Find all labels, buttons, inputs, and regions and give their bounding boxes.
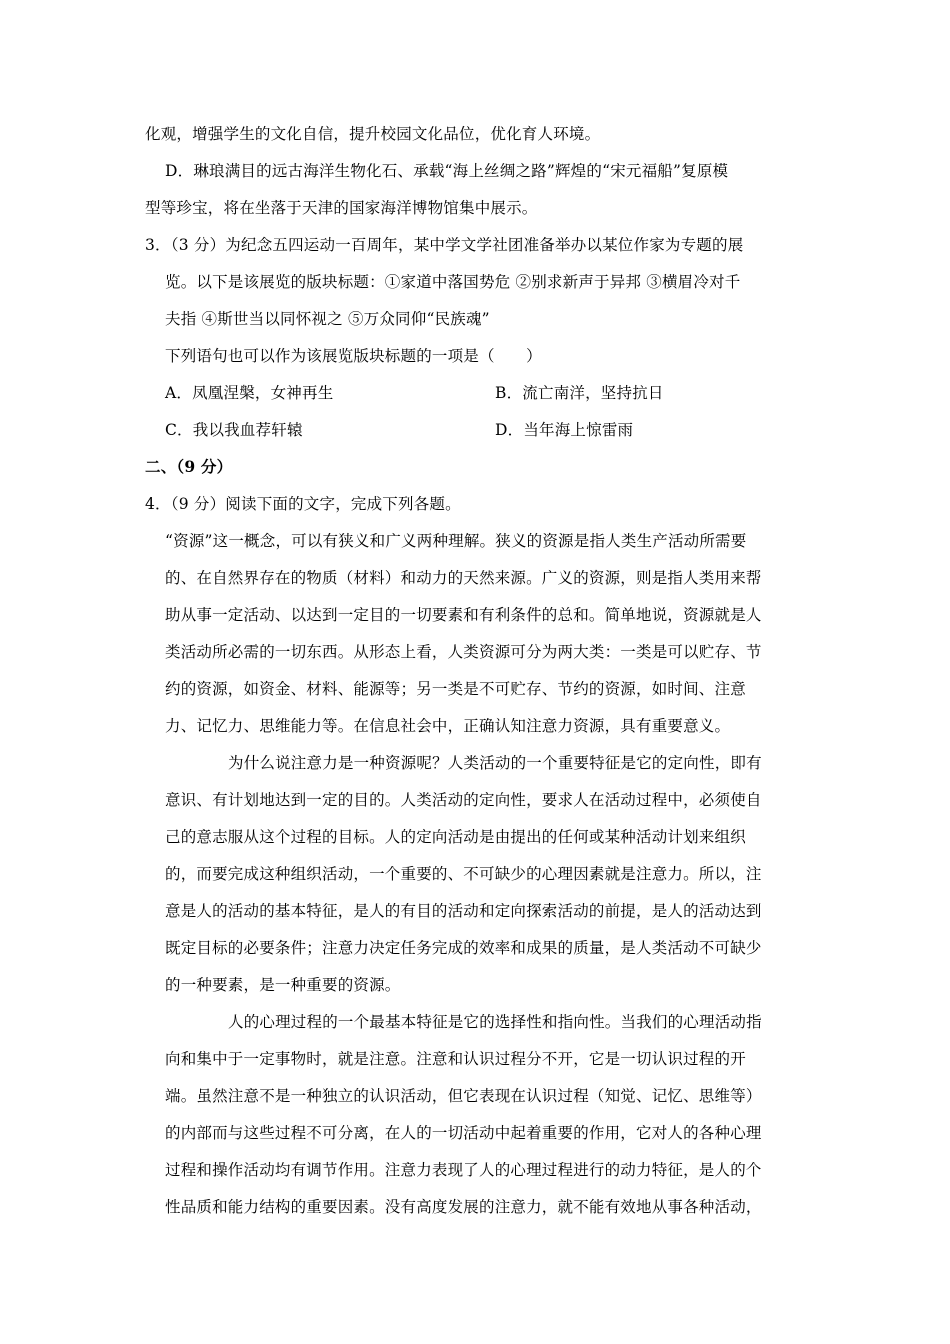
text-line-1: 化观，增强学生的文化自信，提升校园文化品位，优化育人环境。 bbox=[145, 125, 601, 143]
passage-p2-line-6: 既定目标的必要条件；注意力决定任务完成的效率和成果的质量，是人类活动不可缺少 bbox=[165, 939, 762, 957]
option-c: C．我以我血荐轩辕 bbox=[165, 421, 303, 439]
passage-p1-line-2: 的、在自然界存在的物质（材料）和动力的天然来源。广义的资源，则是指人类用来帮 bbox=[165, 569, 762, 587]
section-2-heading: 二、（9 分） bbox=[145, 457, 233, 476]
option-d: D．当年海上惊雷雨 bbox=[495, 421, 634, 439]
question-3-prompt: 下列语句也可以作为该展览版块标题的一项是（ ） bbox=[165, 347, 542, 365]
passage-p2-line-5: 意是人的活动的基本特征，是人的有目的活动和定向探索活动的前提，是人的活动达到 bbox=[165, 902, 762, 920]
passage-p1-line-3: 助从事一定活动、以达到一定目的一切要素和有利条件的总和。简单地说，资源就是人 bbox=[165, 606, 762, 624]
question-3-line-3: 夫指 ④斯世当以同怀视之 ⑤万众同仰“民族魂” bbox=[165, 310, 490, 328]
passage-p3-line-6: 性品质和能力结构的重要因素。没有高度发展的注意力，就不能有效地从事各种活动， bbox=[165, 1198, 762, 1216]
question-4-heading: 4．（9 分）阅读下面的文字，完成下列各题。 bbox=[145, 495, 461, 513]
passage-p2-line-7: 的一种要素，是一种重要的资源。 bbox=[165, 976, 401, 994]
passage-p2-line-3: 己的意志服从这个过程的目标。人的定向活动是由提出的任何或某种活动计划来组织 bbox=[165, 828, 746, 846]
passage-p3-line-3: 端。虽然注意不是一种独立的认识活动，但它表现在认识过程（知觉、记忆、思维等） bbox=[165, 1087, 762, 1105]
question-3-line-1: 3．（3 分）为纪念五四运动一百周年，某中学文学社团准备举办以某位作家为专题的展 bbox=[145, 236, 744, 254]
passage-p3-line-4: 的内部而与这些过程不可分离，在人的一切活动中起着重要的作用，它对人的各种心理 bbox=[165, 1124, 762, 1142]
question-3-line-2: 览。以下是该展览的版块标题：①家道中落国势危 ②别求新声于异邦 ③横眉冷对千 bbox=[165, 273, 741, 291]
passage-p3-line-5: 过程和操作活动均有调节作用。注意力表现了人的心理过程进行的动力特征，是人的个 bbox=[165, 1161, 762, 1179]
option-a: A．凤凰涅槃，女神再生 bbox=[165, 384, 334, 402]
passage-p2-line-1: 为什么说注意力是一种资源呢？人类活动的一个重要特征是它的定向性，即有 bbox=[228, 754, 762, 772]
passage-p3-line-1: 人的心理过程的一个最基本特征是它的选择性和指向性。当我们的心理活动指 bbox=[228, 1013, 762, 1031]
option-d-line-1: D．琳琅满目的远古海洋生物化石、承载“海上丝绸之路”辉煌的“宋元福船”复原模 bbox=[165, 162, 729, 180]
option-b: B．流亡南洋，坚持抗日 bbox=[495, 384, 664, 402]
passage-p2-line-4: 的，而要完成这种组织活动，一个重要的、不可缺少的心理因素就是注意力。所以，注 bbox=[165, 865, 762, 883]
passage-p2-line-2: 意识、有计划地达到一定的目的。人类活动的定向性，要求人在活动过程中，必须使自 bbox=[165, 791, 762, 809]
passage-p1-line-6: 力、记忆力、思维能力等。在信息社会中，正确认知注意力资源，具有重要意义。 bbox=[165, 717, 731, 735]
passage-p1-line-1: “资源”这一概念，可以有狭义和广义两种理解。狭义的资源是指人类生产活动所需要 bbox=[165, 532, 747, 550]
passage-p3-line-2: 向和集中于一定事物时，就是注意。注意和认识过程分不开，它是一切认识过程的开 bbox=[165, 1050, 746, 1068]
passage-p1-line-5: 约的资源，如资金、材料、能源等；另一类是不可贮存、节约的资源，如时间、注意 bbox=[165, 680, 746, 698]
passage-p1-line-4: 类活动所必需的一切东西。从形态上看，人类资源可分为两大类：一类是可以贮存、节 bbox=[165, 643, 762, 661]
option-d-line-2: 型等珍宝，将在坐落于天津的国家海洋博物馆集中展示。 bbox=[145, 199, 538, 217]
